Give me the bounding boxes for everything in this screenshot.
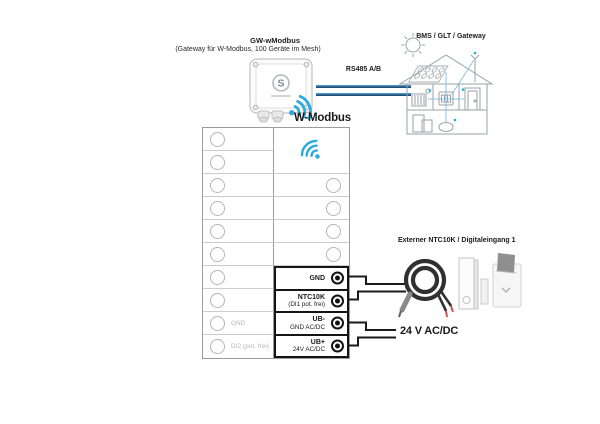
terminal-hole xyxy=(210,247,225,262)
rs485-label: RS485 A/B xyxy=(345,66,382,73)
terminal-contact-ntc10k xyxy=(331,294,344,307)
terminal-row xyxy=(203,197,274,220)
terminal-hole xyxy=(210,339,225,354)
terminal-row xyxy=(203,243,274,266)
door-contact-sensor-icon xyxy=(459,258,488,309)
terminal-cell-label: UB+ xyxy=(310,338,325,346)
terminal-row xyxy=(203,289,274,312)
external-sensor-label: Externer NTC10K / Digitaleingang 1 xyxy=(398,237,516,244)
terminal-row xyxy=(274,243,349,266)
cable-temperature-sensor-icon xyxy=(399,261,453,317)
terminal-row xyxy=(203,220,274,243)
terminal-hole xyxy=(210,178,225,193)
antenna-icon xyxy=(471,55,479,82)
gateway-subtitle: (Gateway für W-Modbus, 100 Geräte im Mesh) xyxy=(175,46,321,53)
terminal-label-di2: DI2 (pot. frei) xyxy=(231,343,269,350)
terminal-cell-ntc10k xyxy=(276,289,347,312)
terminal-contact-ub-plus xyxy=(331,339,344,352)
terminal-cell-gnd xyxy=(276,268,347,289)
terminal-row xyxy=(274,220,349,243)
sun-icon xyxy=(401,33,425,57)
terminal-row-di2 xyxy=(203,335,274,358)
wmodbus-radio-cell xyxy=(274,128,349,174)
screw-icon xyxy=(253,62,258,67)
terminal-row xyxy=(203,128,274,151)
screw-icon xyxy=(304,62,309,67)
terminal-row xyxy=(203,174,274,197)
terminal-hole xyxy=(210,132,225,147)
wireless-node-dots xyxy=(429,52,477,122)
appliance-icon xyxy=(439,123,453,132)
terminal-row xyxy=(203,151,274,174)
gateway-title: GW-wModbus xyxy=(250,36,300,45)
terminal-cell-sublabel: 24V AC/DC xyxy=(292,346,325,353)
terminal-hole xyxy=(210,293,225,308)
boiler-icon xyxy=(413,115,432,132)
terminal-cell-sublabel: GND AC/DC xyxy=(290,323,325,331)
brand-logo-letter: S xyxy=(277,77,285,90)
keycard-switch-icon xyxy=(493,253,521,307)
terminal-row xyxy=(274,174,349,197)
door-icon xyxy=(465,88,480,110)
terminal-cell-label: GND xyxy=(309,274,325,282)
terminal-cell-label: UB- xyxy=(312,316,325,323)
terminal-cell-sublabel: (DI1 pot. frei) xyxy=(288,301,325,308)
terminal-hole xyxy=(210,201,225,216)
wmodbus-label: W-Modbus xyxy=(294,112,351,124)
power-supply-label: 24 V AC/DC xyxy=(400,325,459,337)
terminal-row xyxy=(203,266,274,289)
terminal-hole xyxy=(210,155,225,170)
terminal-label-gnd: GND xyxy=(231,319,246,327)
cable-gland-icon xyxy=(272,111,283,122)
terminal-row-gnd xyxy=(203,312,274,335)
terminal-cell-ub-minus xyxy=(276,311,347,334)
terminal-row xyxy=(274,197,349,220)
building-icon xyxy=(394,26,500,138)
terminal-hole xyxy=(326,224,341,239)
terminal-hole xyxy=(326,201,341,216)
terminal-block xyxy=(202,127,350,359)
bms-label: BMS / GLT / Gateway xyxy=(416,33,486,40)
terminal-hole xyxy=(210,224,225,239)
terminal-hole xyxy=(326,247,341,262)
terminal-hole xyxy=(210,270,225,285)
cable-gland-icon xyxy=(258,111,269,122)
wifi-icon xyxy=(292,131,330,169)
terminal-hole xyxy=(210,316,225,331)
terminal-contact-ub-minus xyxy=(331,317,344,330)
wire-ub-minus xyxy=(347,323,396,331)
solar-panel-icon xyxy=(409,66,448,82)
wire-ub-plus xyxy=(347,338,396,346)
wired-terminals-group xyxy=(274,266,349,358)
radiator-icon xyxy=(412,89,430,106)
screw-icon xyxy=(253,105,258,110)
external-sensors-image xyxy=(397,249,523,323)
terminal-cell-label: NTC10K xyxy=(297,293,325,301)
terminal-hole xyxy=(326,178,341,193)
terminal-contact-gnd xyxy=(331,272,344,285)
terminal-cell-ub-plus xyxy=(276,334,347,357)
